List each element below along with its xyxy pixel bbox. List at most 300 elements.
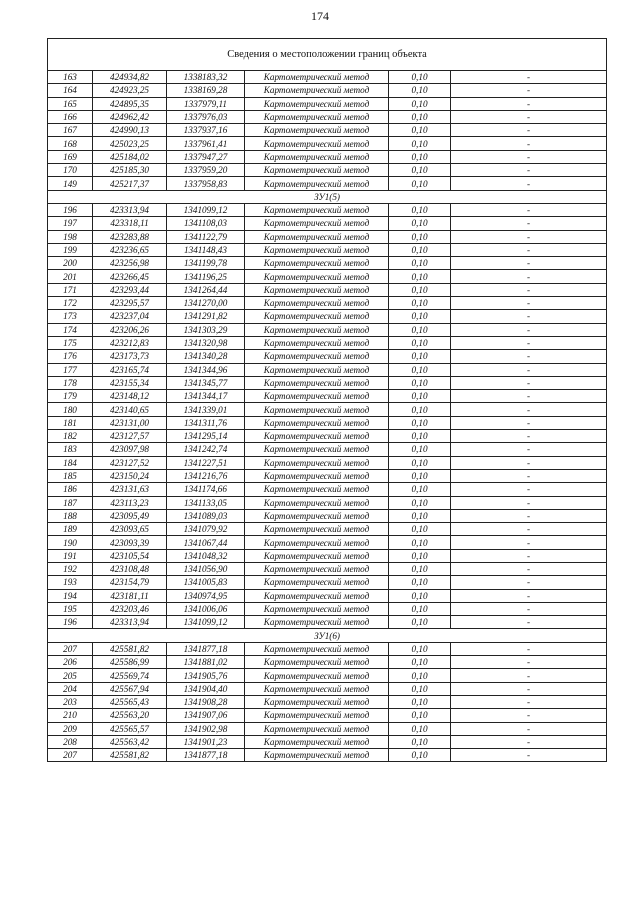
table-row — [48, 84, 607, 97]
method-cell: Картометрический метод — [245, 390, 389, 403]
note-cell: - — [451, 403, 607, 416]
y-coordinate-cell: 1341340,28 — [167, 350, 245, 363]
x-coordinate-cell: 423105,54 — [93, 549, 167, 562]
table-row — [48, 310, 607, 323]
precision-cell: 0,10 — [389, 297, 451, 310]
table-row — [48, 137, 607, 150]
x-coordinate-cell: 423206,26 — [93, 323, 167, 336]
note-cell: - — [451, 124, 607, 137]
method-cell: Картометрический метод — [245, 177, 389, 190]
y-coordinate-cell: 1337958,83 — [167, 177, 245, 190]
x-coordinate-cell: 423140,65 — [93, 403, 167, 416]
x-coordinate-cell: 424962,42 — [93, 110, 167, 123]
method-cell: Картометрический метод — [245, 243, 389, 256]
y-coordinate-cell: 1341199,78 — [167, 257, 245, 270]
precision-cell: 0,10 — [389, 270, 451, 283]
table-row — [48, 722, 607, 735]
x-coordinate-cell: 423131,00 — [93, 416, 167, 429]
precision-cell: 0,10 — [389, 483, 451, 496]
x-coordinate-cell: 424895,35 — [93, 97, 167, 110]
note-cell: - — [451, 270, 607, 283]
note-cell: - — [451, 589, 607, 602]
point-number-cell: 166 — [48, 110, 93, 123]
point-number-cell: 181 — [48, 416, 93, 429]
x-coordinate-cell: 423256,98 — [93, 257, 167, 270]
method-cell: Картометрический метод — [245, 230, 389, 243]
note-cell: - — [451, 735, 607, 748]
note-cell: - — [451, 297, 607, 310]
precision-cell: 0,10 — [389, 164, 451, 177]
method-cell: Картометрический метод — [245, 430, 389, 443]
method-cell: Картометрический метод — [245, 350, 389, 363]
precision-cell: 0,10 — [389, 656, 451, 669]
method-cell: Картометрический метод — [245, 469, 389, 482]
precision-cell: 0,10 — [389, 110, 451, 123]
point-number-cell: 173 — [48, 310, 93, 323]
point-number-cell: 165 — [48, 97, 93, 110]
method-cell: Картометрический метод — [245, 164, 389, 177]
note-cell: - — [451, 137, 607, 150]
table-row — [48, 483, 607, 496]
method-cell: Картометрический метод — [245, 137, 389, 150]
point-number-cell: 180 — [48, 403, 93, 416]
method-cell: Картометрический метод — [245, 496, 389, 509]
table-row — [48, 589, 607, 602]
x-coordinate-cell: 423318,11 — [93, 217, 167, 230]
note-cell: - — [451, 669, 607, 682]
table-row — [48, 642, 607, 655]
precision-cell: 0,10 — [389, 243, 451, 256]
x-coordinate-cell: 423097,98 — [93, 443, 167, 456]
x-coordinate-cell: 424923,25 — [93, 84, 167, 97]
table-row — [48, 336, 607, 349]
x-coordinate-cell: 424990,13 — [93, 124, 167, 137]
x-coordinate-cell: 425217,37 — [93, 177, 167, 190]
method-cell: Картометрический метод — [245, 443, 389, 456]
y-coordinate-cell: 1341320,98 — [167, 336, 245, 349]
table-row — [48, 243, 607, 256]
y-coordinate-cell: 1341048,32 — [167, 549, 245, 562]
method-cell: Картометрический метод — [245, 642, 389, 655]
x-coordinate-cell: 425184,02 — [93, 150, 167, 163]
x-coordinate-cell: 423203,46 — [93, 602, 167, 615]
point-number-cell: 207 — [48, 749, 93, 762]
point-number-cell: 179 — [48, 390, 93, 403]
section-row — [48, 190, 607, 203]
y-coordinate-cell: 1341908,28 — [167, 695, 245, 708]
table-row — [48, 257, 607, 270]
x-coordinate-cell: 423237,04 — [93, 310, 167, 323]
x-coordinate-cell: 425563,42 — [93, 735, 167, 748]
method-cell: Картометрический метод — [245, 110, 389, 123]
note-cell: - — [451, 376, 607, 389]
table-row — [48, 656, 607, 669]
method-cell: Картометрический метод — [245, 150, 389, 163]
method-cell: Картометрический метод — [245, 483, 389, 496]
point-number-cell: 169 — [48, 150, 93, 163]
point-number-cell: 172 — [48, 297, 93, 310]
x-coordinate-cell: 425023,25 — [93, 137, 167, 150]
note-cell: - — [451, 97, 607, 110]
precision-cell: 0,10 — [389, 416, 451, 429]
y-coordinate-cell: 1341344,96 — [167, 363, 245, 376]
note-cell: - — [451, 602, 607, 615]
precision-cell: 0,10 — [389, 350, 451, 363]
point-number-cell: 184 — [48, 456, 93, 469]
note-cell: - — [451, 390, 607, 403]
table-row — [48, 469, 607, 482]
note-cell: - — [451, 164, 607, 177]
y-coordinate-cell: 1341344,17 — [167, 390, 245, 403]
note-cell: - — [451, 416, 607, 429]
y-coordinate-cell: 1341056,90 — [167, 562, 245, 575]
table-row — [48, 695, 607, 708]
method-cell: Картометрический метод — [245, 336, 389, 349]
point-number-cell: 197 — [48, 217, 93, 230]
y-coordinate-cell: 1341303,29 — [167, 323, 245, 336]
y-coordinate-cell: 1341108,03 — [167, 217, 245, 230]
note-cell: - — [451, 483, 607, 496]
point-number-cell: 177 — [48, 363, 93, 376]
point-number-cell: 194 — [48, 589, 93, 602]
note-cell: - — [451, 695, 607, 708]
method-cell: Картометрический метод — [245, 549, 389, 562]
point-number-cell: 193 — [48, 576, 93, 589]
note-cell: - — [451, 576, 607, 589]
x-coordinate-cell: 424934,82 — [93, 71, 167, 84]
table-row — [48, 203, 607, 216]
x-coordinate-cell: 425586,99 — [93, 656, 167, 669]
table-row — [48, 230, 607, 243]
y-coordinate-cell: 1341227,51 — [167, 456, 245, 469]
precision-cell: 0,10 — [389, 642, 451, 655]
method-cell: Картометрический метод — [245, 257, 389, 270]
method-cell: Картометрический метод — [245, 589, 389, 602]
y-coordinate-cell: 1341174,66 — [167, 483, 245, 496]
note-cell: - — [451, 456, 607, 469]
table-row — [48, 164, 607, 177]
y-coordinate-cell: 1341877,18 — [167, 749, 245, 762]
table-row — [48, 297, 607, 310]
method-cell: Картометрический метод — [245, 602, 389, 615]
page-number: 174 — [311, 9, 329, 23]
point-number-cell: 195 — [48, 602, 93, 615]
precision-cell: 0,10 — [389, 523, 451, 536]
precision-cell: 0,10 — [389, 749, 451, 762]
y-coordinate-cell: 1341270,00 — [167, 297, 245, 310]
precision-cell: 0,10 — [389, 562, 451, 575]
x-coordinate-cell: 423283,88 — [93, 230, 167, 243]
method-cell: Картометрический метод — [245, 616, 389, 629]
x-coordinate-cell: 423266,45 — [93, 270, 167, 283]
note-cell: - — [451, 469, 607, 482]
table-row — [48, 523, 607, 536]
point-number-cell: 200 — [48, 257, 93, 270]
point-number-cell: 201 — [48, 270, 93, 283]
point-number-cell: 174 — [48, 323, 93, 336]
note-cell: - — [451, 310, 607, 323]
point-number-cell: 208 — [48, 735, 93, 748]
table-row — [48, 124, 607, 137]
precision-cell: 0,10 — [389, 682, 451, 695]
note-cell: - — [451, 177, 607, 190]
precision-cell: 0,10 — [389, 84, 451, 97]
table-row — [48, 403, 607, 416]
point-number-cell: 210 — [48, 709, 93, 722]
method-cell: Картометрический метод — [245, 576, 389, 589]
table-row — [48, 110, 607, 123]
table-row — [48, 97, 607, 110]
point-number-cell: 199 — [48, 243, 93, 256]
precision-cell: 0,10 — [389, 589, 451, 602]
x-coordinate-cell: 423127,57 — [93, 430, 167, 443]
precision-cell: 0,10 — [389, 695, 451, 708]
table-row — [48, 177, 607, 190]
table-row — [48, 616, 607, 629]
method-cell: Картометрический метод — [245, 722, 389, 735]
x-coordinate-cell: 423108,48 — [93, 562, 167, 575]
point-number-cell: 164 — [48, 84, 93, 97]
y-coordinate-cell: 1341005,83 — [167, 576, 245, 589]
point-number-cell: 178 — [48, 376, 93, 389]
method-cell: Картометрический метод — [245, 71, 389, 84]
point-number-cell: 190 — [48, 536, 93, 549]
note-cell: - — [451, 84, 607, 97]
x-coordinate-cell: 425563,20 — [93, 709, 167, 722]
table-header-row — [48, 39, 607, 71]
y-coordinate-cell: 1341242,74 — [167, 443, 245, 456]
table-row — [48, 430, 607, 443]
y-coordinate-cell: 1341122,79 — [167, 230, 245, 243]
x-coordinate-cell: 423165,74 — [93, 363, 167, 376]
y-coordinate-cell: 1341901,23 — [167, 735, 245, 748]
table-body — [48, 39, 607, 762]
table-row — [48, 217, 607, 230]
y-coordinate-cell: 1341877,18 — [167, 642, 245, 655]
precision-cell: 0,10 — [389, 390, 451, 403]
method-cell: Картометрический метод — [245, 217, 389, 230]
precision-cell: 0,10 — [389, 669, 451, 682]
y-coordinate-cell: 1337961,41 — [167, 137, 245, 150]
precision-cell: 0,10 — [389, 203, 451, 216]
x-coordinate-cell: 425569,74 — [93, 669, 167, 682]
note-cell: - — [451, 110, 607, 123]
method-cell: Картометрический метод — [245, 283, 389, 296]
x-coordinate-cell: 423093,65 — [93, 523, 167, 536]
note-cell: - — [451, 217, 607, 230]
table-row — [48, 669, 607, 682]
y-coordinate-cell: 1337976,03 — [167, 110, 245, 123]
point-number-cell: 207 — [48, 642, 93, 655]
method-cell: Картометрический метод — [245, 562, 389, 575]
precision-cell: 0,10 — [389, 602, 451, 615]
method-cell: Картометрический метод — [245, 310, 389, 323]
y-coordinate-cell: 1341099,12 — [167, 616, 245, 629]
y-coordinate-cell: 1341067,44 — [167, 536, 245, 549]
precision-cell: 0,10 — [389, 430, 451, 443]
table-row — [48, 283, 607, 296]
table-row — [48, 71, 607, 84]
point-number-cell: 185 — [48, 469, 93, 482]
precision-cell: 0,10 — [389, 137, 451, 150]
x-coordinate-cell: 423212,83 — [93, 336, 167, 349]
y-coordinate-cell: 1340974,95 — [167, 589, 245, 602]
precision-cell: 0,10 — [389, 323, 451, 336]
method-cell: Картометрический метод — [245, 682, 389, 695]
y-coordinate-cell: 1341881,02 — [167, 656, 245, 669]
table-row — [48, 536, 607, 549]
precision-cell: 0,10 — [389, 509, 451, 522]
method-cell: Картометрический метод — [245, 695, 389, 708]
x-coordinate-cell: 423113,23 — [93, 496, 167, 509]
note-cell: - — [451, 496, 607, 509]
precision-cell: 0,10 — [389, 177, 451, 190]
table-row — [48, 323, 607, 336]
y-coordinate-cell: 1341904,40 — [167, 682, 245, 695]
table-row — [48, 709, 607, 722]
y-coordinate-cell: 1341133,05 — [167, 496, 245, 509]
note-cell: - — [451, 616, 607, 629]
point-number-cell: 186 — [48, 483, 93, 496]
y-coordinate-cell: 1338183,32 — [167, 71, 245, 84]
y-coordinate-cell: 1338169,28 — [167, 84, 245, 97]
method-cell: Картометрический метод — [245, 735, 389, 748]
method-cell: Картометрический метод — [245, 669, 389, 682]
note-cell: - — [451, 243, 607, 256]
precision-cell: 0,10 — [389, 549, 451, 562]
method-cell: Картометрический метод — [245, 323, 389, 336]
x-coordinate-cell: 425581,82 — [93, 642, 167, 655]
table-row — [48, 390, 607, 403]
table-row — [48, 150, 607, 163]
y-coordinate-cell: 1341006,06 — [167, 602, 245, 615]
method-cell: Картометрический метод — [245, 749, 389, 762]
x-coordinate-cell: 425581,82 — [93, 749, 167, 762]
precision-cell: 0,10 — [389, 616, 451, 629]
point-number-cell: 204 — [48, 682, 93, 695]
point-number-cell: 163 — [48, 71, 93, 84]
y-coordinate-cell: 1341099,12 — [167, 203, 245, 216]
precision-cell: 0,10 — [389, 403, 451, 416]
y-coordinate-cell: 1341089,03 — [167, 509, 245, 522]
table-row — [48, 602, 607, 615]
precision-cell: 0,10 — [389, 456, 451, 469]
y-coordinate-cell: 1341216,76 — [167, 469, 245, 482]
point-number-cell: 167 — [48, 124, 93, 137]
note-cell: - — [451, 443, 607, 456]
x-coordinate-cell: 423293,44 — [93, 283, 167, 296]
point-number-cell: 168 — [48, 137, 93, 150]
point-number-cell: 182 — [48, 430, 93, 443]
precision-cell: 0,10 — [389, 722, 451, 735]
note-cell: - — [451, 682, 607, 695]
note-cell: - — [451, 363, 607, 376]
point-number-cell: 187 — [48, 496, 93, 509]
method-cell: Картометрический метод — [245, 709, 389, 722]
note-cell: - — [451, 642, 607, 655]
method-cell: Картометрический метод — [245, 416, 389, 429]
y-coordinate-cell: 1337959,20 — [167, 164, 245, 177]
table-row — [48, 682, 607, 695]
boundary-coordinates-table — [47, 38, 607, 762]
note-cell: - — [451, 350, 607, 363]
method-cell: Картометрический метод — [245, 656, 389, 669]
point-number-cell: 188 — [48, 509, 93, 522]
note-cell: - — [451, 523, 607, 536]
point-number-cell: 203 — [48, 695, 93, 708]
table-row — [48, 363, 607, 376]
method-cell: Картометрический метод — [245, 456, 389, 469]
y-coordinate-cell: 1341902,98 — [167, 722, 245, 735]
y-coordinate-cell: 1341264,44 — [167, 283, 245, 296]
precision-cell: 0,10 — [389, 257, 451, 270]
table-row — [48, 270, 607, 283]
y-coordinate-cell: 1341291,82 — [167, 310, 245, 323]
x-coordinate-cell: 423150,24 — [93, 469, 167, 482]
note-cell: - — [451, 283, 607, 296]
y-coordinate-cell: 1341196,25 — [167, 270, 245, 283]
precision-cell: 0,10 — [389, 576, 451, 589]
method-cell: Картометрический метод — [245, 403, 389, 416]
point-number-cell: 206 — [48, 656, 93, 669]
point-number-cell: 189 — [48, 523, 93, 536]
note-cell: - — [451, 722, 607, 735]
section-row — [48, 629, 607, 642]
method-cell: Картометрический метод — [245, 536, 389, 549]
point-number-cell: 149 — [48, 177, 93, 190]
table-row — [48, 576, 607, 589]
table-row — [48, 496, 607, 509]
note-cell: - — [451, 749, 607, 762]
precision-cell: 0,10 — [389, 709, 451, 722]
note-cell: - — [451, 709, 607, 722]
x-coordinate-cell: 423173,73 — [93, 350, 167, 363]
method-cell: Картометрический метод — [245, 97, 389, 110]
y-coordinate-cell: 1337947,27 — [167, 150, 245, 163]
note-cell: - — [451, 656, 607, 669]
precision-cell: 0,10 — [389, 363, 451, 376]
method-cell: Картометрический метод — [245, 124, 389, 137]
section-title: ЗУ1(5) — [48, 190, 607, 203]
precision-cell: 0,10 — [389, 124, 451, 137]
note-cell: - — [451, 71, 607, 84]
precision-cell: 0,10 — [389, 735, 451, 748]
precision-cell: 0,10 — [389, 230, 451, 243]
method-cell: Картометрический метод — [245, 203, 389, 216]
x-coordinate-cell: 423313,94 — [93, 616, 167, 629]
point-number-cell: 198 — [48, 230, 93, 243]
x-coordinate-cell: 423127,52 — [93, 456, 167, 469]
x-coordinate-cell: 423181,11 — [93, 589, 167, 602]
precision-cell: 0,10 — [389, 496, 451, 509]
y-coordinate-cell: 1341345,77 — [167, 376, 245, 389]
y-coordinate-cell: 1341339,01 — [167, 403, 245, 416]
precision-cell: 0,10 — [389, 469, 451, 482]
x-coordinate-cell: 423095,49 — [93, 509, 167, 522]
point-number-cell: 205 — [48, 669, 93, 682]
note-cell: - — [451, 509, 607, 522]
precision-cell: 0,10 — [389, 376, 451, 389]
x-coordinate-cell: 423093,39 — [93, 536, 167, 549]
point-number-cell: 171 — [48, 283, 93, 296]
table-row — [48, 350, 607, 363]
note-cell: - — [451, 336, 607, 349]
precision-cell: 0,10 — [389, 71, 451, 84]
x-coordinate-cell: 423313,94 — [93, 203, 167, 216]
y-coordinate-cell: 1341079,92 — [167, 523, 245, 536]
y-coordinate-cell: 1341311,76 — [167, 416, 245, 429]
point-number-cell: 170 — [48, 164, 93, 177]
